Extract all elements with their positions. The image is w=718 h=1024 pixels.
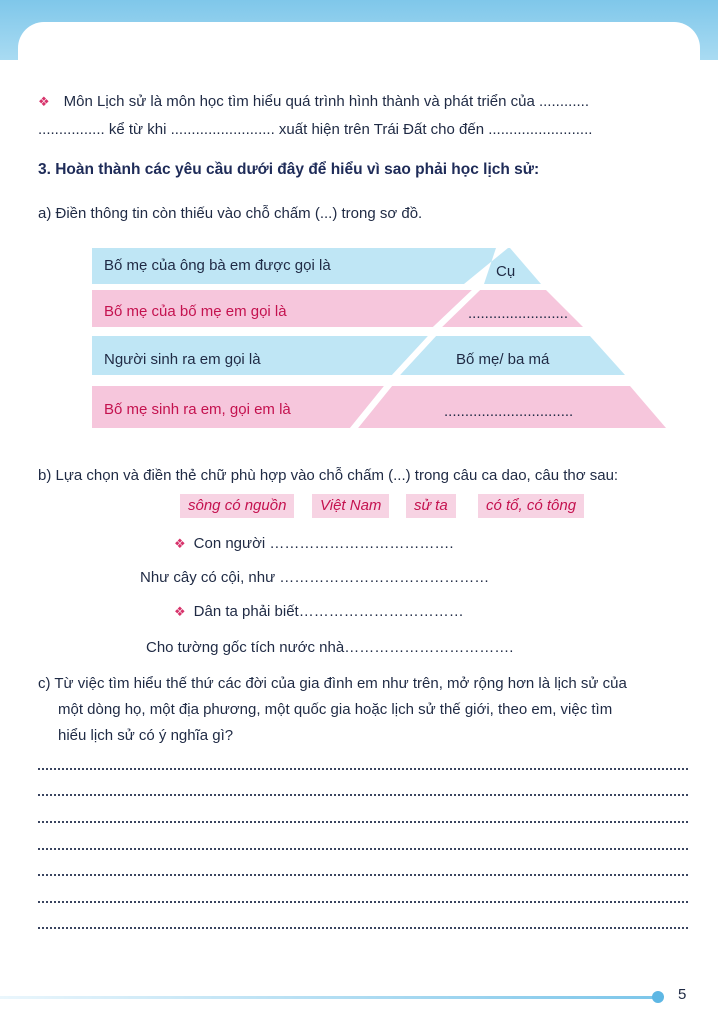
- poem-line-4: Cho tường gốc tích nước nhà…………………………….: [146, 639, 514, 656]
- word-card-su-ta[interactable]: sử ta: [406, 494, 456, 518]
- part-b-instruction: b) Lựa chọn và điền thẻ chữ phù hợp vào chỗ chấm (...) trong câu ca dao, câu thơ sau:: [38, 467, 619, 484]
- answer-line[interactable]: [38, 819, 688, 823]
- answer-line[interactable]: [38, 792, 688, 796]
- poem-line-3: [174, 602, 464, 622]
- answer-line[interactable]: [38, 872, 688, 876]
- answer-line[interactable]: [38, 925, 688, 929]
- poem-line-1: [174, 534, 454, 554]
- intro-text-2: ................ kể từ khi ......................... xuất hiện trên Trái Đất cho đến .........................: [38, 121, 593, 138]
- word-card-co-to-co-tong[interactable]: có tổ, có tông: [478, 494, 584, 518]
- part-c-line-2: một dòng họ, một địa phương, một quốc gia hoặc lịch sử thế giới, theo em, việc tìm: [58, 701, 613, 718]
- diamond-bullet-icon: ❖: [174, 604, 186, 619]
- pyramid-row3-label: Người sinh ra em gọi là: [104, 351, 261, 368]
- answer-line[interactable]: [38, 846, 688, 850]
- intro-line-1: [38, 92, 589, 112]
- footer-dot-icon: [652, 991, 664, 1003]
- page-number: 5: [678, 986, 687, 1003]
- pyramid-row1-label: Bố mẹ của ông bà em được gọi là: [104, 257, 331, 274]
- footer-rule: [0, 996, 660, 999]
- pyramid-row2-label: Bố mẹ của bố mẹ em gọi là: [104, 303, 287, 320]
- part-c-line-3: hiểu lịch sử có ý nghĩa gì?: [58, 727, 234, 744]
- poem-line-2: Như cây có cội, như ……………………………………: [140, 569, 490, 586]
- section-heading: 3. Hoàn thành các yêu cầu dưới đây để hiểu vì sao phải học lịch sử:: [38, 161, 540, 178]
- part-c-line-1: c) Từ việc tìm hiểu thế thứ các đời của gia đình em như trên, mở rộng hơn là lịch sử của: [38, 675, 627, 692]
- pyramid-row4-label: Bố mẹ sinh ra em, gọi em là: [104, 401, 291, 418]
- intro-text-1: Môn Lịch sử là môn học tìm hiểu quá trình hình thành và phát triển của ............: [63, 93, 589, 110]
- pyramid-row4-blank[interactable]: ...............................: [444, 403, 574, 420]
- diamond-bullet-icon: ❖: [174, 536, 186, 551]
- answer-line[interactable]: [38, 766, 688, 770]
- part-a-instruction: a) Điền thông tin còn thiếu vào chỗ chấm (...) trong sơ đồ.: [38, 205, 423, 222]
- diamond-bullet-icon: ❖: [38, 94, 50, 109]
- answer-line[interactable]: [38, 899, 688, 903]
- poem-text-3: Dân ta phải biết……………………………: [193, 603, 464, 620]
- word-card-viet-nam[interactable]: Việt Nam: [312, 494, 389, 518]
- pyramid-row3-value: Bố mẹ/ ba má: [456, 351, 550, 368]
- word-card-song-co-nguon[interactable]: sông có nguồn: [180, 494, 294, 518]
- pyramid-row2-blank[interactable]: ........................: [468, 305, 569, 322]
- poem-text-1: Con người ……………………………….: [193, 535, 454, 552]
- pyramid-row1-value: Cụ: [496, 263, 516, 280]
